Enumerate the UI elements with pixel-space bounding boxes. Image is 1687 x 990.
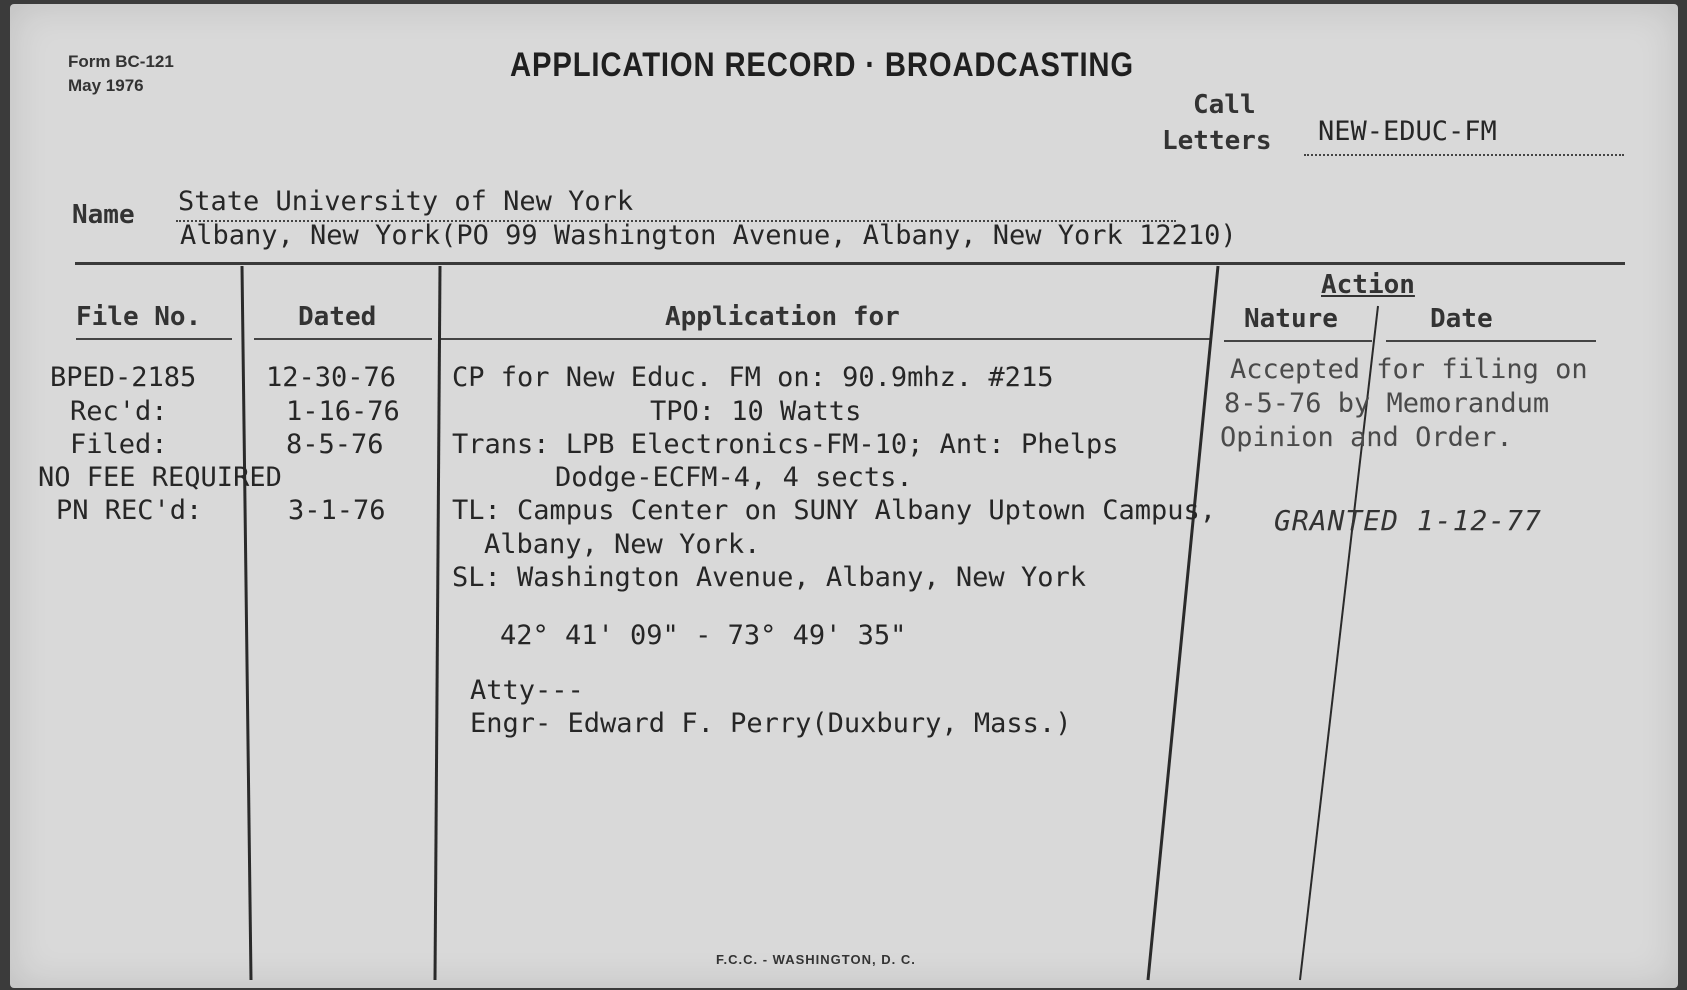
coordinates: 42° 41' 09" - 73° 49' 35" <box>500 620 907 651</box>
header-action: Action <box>1321 270 1415 300</box>
footer-imprint: F.C.C. - WASHINGTON, D. C. <box>716 952 916 967</box>
action-line: 8-5-76 by Memorandum <box>1224 388 1550 419</box>
fee-note: NO FEE REQUIRED <box>38 462 282 493</box>
application-line: Trans: LPB Electronics-FM-10; Ant: Phelps <box>452 429 1119 460</box>
application-line: Albany, New York. <box>484 529 761 560</box>
attorney-line: Atty--- <box>470 675 584 706</box>
action-line: Opinion and Order. <box>1220 422 1513 453</box>
page-title: APPLICATION RECORD · BROADCASTING <box>510 46 1135 84</box>
name-label: Name <box>72 200 135 230</box>
filed-date: 8-5-76 <box>286 429 384 460</box>
header-application-for: Application for <box>665 302 900 332</box>
call-label-line2: Letters <box>1162 126 1272 156</box>
application-line: TPO: 10 Watts <box>650 396 862 427</box>
name-line2: Albany, New York(PO 99 Washington Avenue, Albany, New York 12210) <box>180 220 1237 251</box>
pn-recd-date: 3-1-76 <box>288 495 386 526</box>
pn-recd-label: PN REC'd: <box>56 495 203 526</box>
application-line: Dodge-ECFM-4, 4 sects. <box>555 462 913 493</box>
recd-label: Rec'd: <box>70 396 168 427</box>
action-line: Accepted for filing on <box>1230 354 1588 385</box>
name-line1: State University of New York <box>178 186 634 217</box>
header-file-no: File No. <box>76 302 202 332</box>
application-line: TL: Campus Center on SUNY Albany Uptown Campus, <box>452 495 1217 526</box>
form-date: May 1976 <box>68 76 144 95</box>
call-label-line1: Call <box>1193 90 1256 120</box>
dated-value: 12-30-76 <box>266 362 397 393</box>
header-date: Date <box>1430 304 1493 334</box>
header-nature: Nature <box>1244 304 1338 334</box>
file-number: BPED-2185 <box>50 362 197 393</box>
form-number: Form BC-121 <box>68 52 174 71</box>
application-line: SL: Washington Avenue, Albany, New York <box>452 562 1086 593</box>
record-card <box>10 4 1678 988</box>
header-dated: Dated <box>298 302 377 332</box>
granted-stamp: GRANTED 1-12-77 <box>1274 504 1542 537</box>
filed-label: Filed: <box>70 429 168 460</box>
call-letters-value: NEW-EDUC-FM <box>1318 116 1497 147</box>
application-line: CP for New Educ. FM on: 90.9mhz. #215 <box>452 362 1054 393</box>
engineer-line: Engr- Edward F. Perry(Duxbury, Mass.) <box>470 708 1072 739</box>
recd-date: 1-16-76 <box>286 396 400 427</box>
